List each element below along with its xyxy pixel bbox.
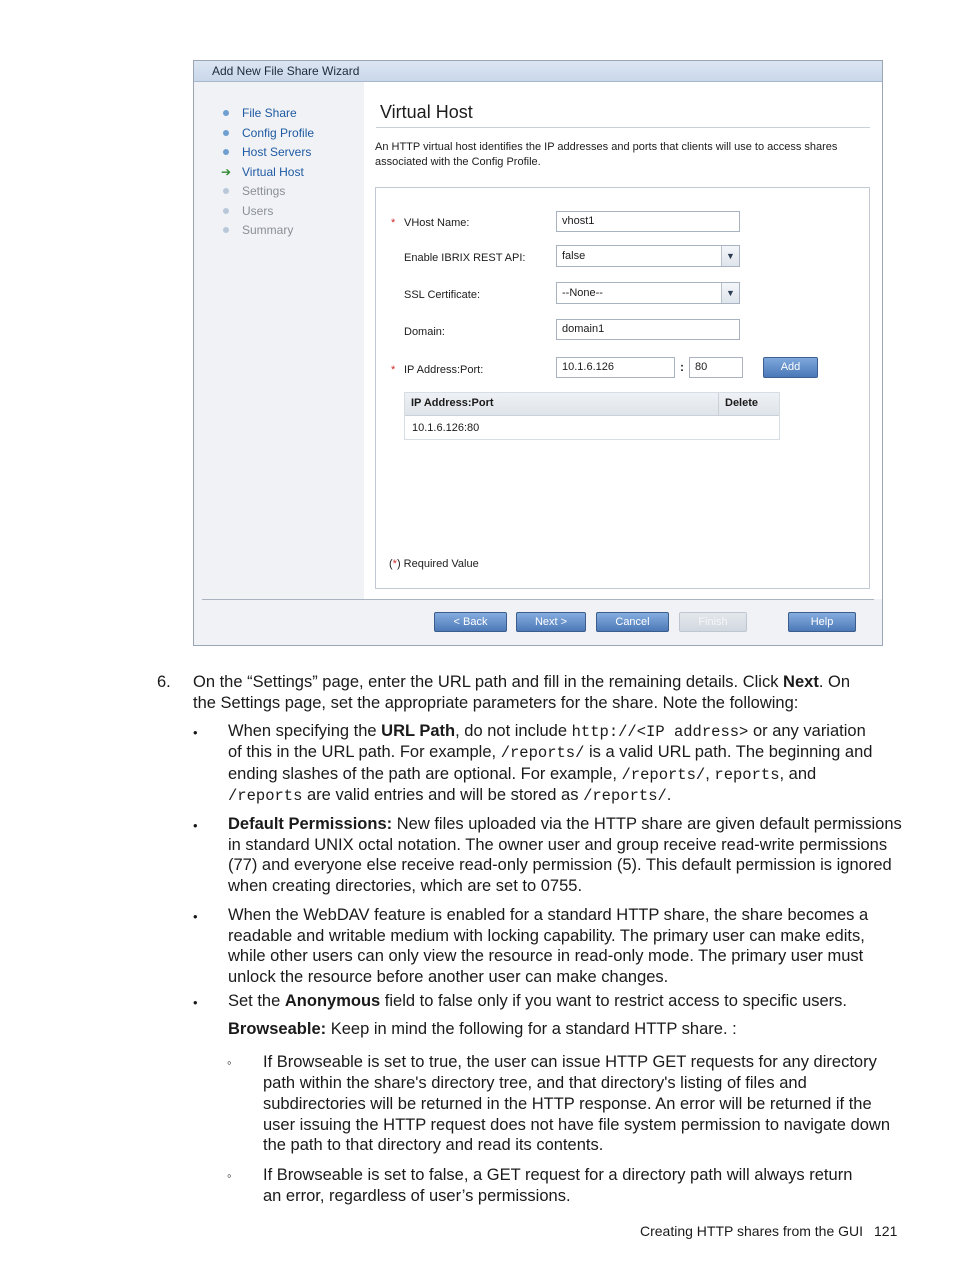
page-footer-title: Creating HTTP shares from the GUI bbox=[640, 1223, 864, 1239]
sub-bullet-2-line-2: an error, regardless of user’s permissions. bbox=[263, 1187, 571, 1205]
grid-cell-ip-port: 10.1.6.126:80 bbox=[412, 422, 480, 434]
bullet-icon: • bbox=[193, 909, 198, 924]
ssl-certificate-selected-value: --None-- bbox=[562, 287, 603, 299]
next-button[interactable]: Next > bbox=[516, 612, 586, 632]
chevron-down-icon[interactable]: ▼ bbox=[721, 283, 739, 303]
sub-bullet-1-line-4: user issuing the HTTP request does not have file system permission to navigate down bbox=[263, 1116, 891, 1134]
bullet-2-line-3: (77) and everyone else receive read-only permission (5). This default permission is ignored bbox=[228, 856, 892, 874]
grid-header bbox=[405, 393, 779, 416]
rest-api-label: Enable IBRIX REST API: bbox=[404, 252, 526, 264]
finish-button: Finish bbox=[679, 612, 747, 632]
bullet-3-line-2: readable and writable medium with locking capability. The primary user can make edits, bbox=[228, 927, 865, 945]
bullet-1-line-2: of this in the URL path. For example, /reports/ is a valid URL path. The beginning and bbox=[228, 743, 873, 762]
grid-header-delete[interactable]: Delete bbox=[725, 397, 759, 409]
grid-header-ip-port[interactable]: IP Address:Port bbox=[411, 397, 494, 409]
sub-bullet-1-line-3: subdirectories will be returned in the HTTP response. An error will be returned if the bbox=[263, 1095, 872, 1113]
ssl-certificate-select[interactable] bbox=[556, 282, 740, 304]
circle-bullet-icon: ◦ bbox=[227, 1168, 232, 1183]
ssl-certificate-label: SSL Certificate: bbox=[404, 289, 481, 301]
sub-bullet-2-line-1: If Browseable is set to false, a GET request for a directory path will always return bbox=[263, 1166, 853, 1184]
page-title: Virtual Host bbox=[380, 102, 473, 122]
page-number: 121 bbox=[874, 1223, 898, 1239]
bullet-dot-icon bbox=[223, 208, 229, 214]
step-number: 6. bbox=[157, 673, 171, 691]
ip-address-grid bbox=[404, 392, 780, 440]
sub-bullet-1-line-2: path within the share's directory tree, and that directory's listing of files and bbox=[263, 1074, 807, 1092]
add-ip-button[interactable]: Add bbox=[763, 357, 818, 378]
circle-bullet-icon: ◦ bbox=[227, 1055, 232, 1070]
back-button[interactable]: < Back bbox=[434, 612, 507, 632]
vhost-name-label: VHost Name: bbox=[404, 217, 470, 229]
table-row[interactable] bbox=[405, 416, 779, 439]
chevron-down-icon[interactable]: ▼ bbox=[721, 246, 739, 266]
current-step-arrow-icon: ➔ bbox=[221, 165, 232, 179]
page-description: An HTTP virtual host identifies the IP addresses and ports that clients will use to access shares associated with the Config Profile. bbox=[375, 141, 838, 168]
wizard-step-nav: File Share Config Profile Host Servers ➔ Virtual Host Settings Users Summary bbox=[194, 82, 364, 599]
sub-bullet-1-line-5: the path to that directory and read its contents. bbox=[263, 1136, 604, 1154]
button-bar-divider bbox=[202, 599, 874, 600]
bullet-3-line-1: When the WebDAV feature is enabled for a standard HTTP share, the share becomes a bbox=[228, 906, 869, 924]
heading-divider bbox=[376, 127, 870, 128]
bullet-4-line-1: Set the Anonymous field to false only if you want to restrict access to specific users. bbox=[228, 992, 847, 1010]
cancel-button[interactable]: Cancel bbox=[596, 612, 669, 632]
domain-input[interactable]: domain1 bbox=[556, 319, 740, 340]
port-input[interactable]: 80 bbox=[689, 357, 743, 378]
ip-port-separator: : bbox=[680, 360, 684, 374]
wizard-title-bar: Add New File Share Wizard bbox=[194, 61, 882, 82]
rest-api-select[interactable] bbox=[556, 245, 740, 267]
bullet-2-line-1: Default Permissions: New files uploaded via the HTTP share are given default permissions bbox=[228, 815, 902, 833]
bullet-dot-icon bbox=[223, 130, 229, 136]
bullet-icon: • bbox=[193, 818, 198, 833]
bullet-3-line-3: while other users can only view the resource in read-only mode. The primary user must bbox=[228, 947, 864, 965]
bullet-1-line-3: ending slashes of the path are optional. For example, /reports/, reports, and bbox=[228, 765, 817, 784]
ip-address-port-label: IP Address:Port: bbox=[404, 364, 484, 376]
required-value-note: (*) Required Value bbox=[389, 558, 479, 570]
browseable-intro: Browseable: Keep in mind the following for a standard HTTP share. : bbox=[228, 1020, 737, 1038]
help-button[interactable]: Help bbox=[788, 612, 856, 632]
required-marker: * bbox=[391, 217, 396, 229]
sub-bullet-1-line-1: If Browseable is set to true, the user can issue HTTP GET requests for any directory bbox=[263, 1053, 877, 1071]
step-line-1: On the “Settings” page, enter the URL path and fill in the remaining details. Click Next. On bbox=[193, 673, 850, 691]
step-line-2: the Settings page, set the appropriate parameters for the share. Note the following: bbox=[193, 694, 799, 712]
bullet-2-line-2: in standard UNIX octal notation. The owner user and group receive read-write permissions bbox=[228, 836, 888, 854]
file-share-wizard-window bbox=[193, 60, 883, 646]
bullet-icon: • bbox=[193, 995, 198, 1010]
grid-column-divider bbox=[718, 393, 719, 415]
vhost-name-input[interactable]: vhost1 bbox=[556, 211, 740, 232]
bullet-1-line-4: /reports are valid entries and will be stored as /reports/. bbox=[228, 786, 672, 805]
domain-label: Domain: bbox=[404, 326, 445, 338]
bullet-dot-icon bbox=[223, 149, 229, 155]
bullet-icon: • bbox=[193, 725, 198, 740]
bullet-3-line-4: unlock the resource before another user can make changes. bbox=[228, 968, 669, 986]
virtual-host-form bbox=[375, 187, 870, 589]
rest-api-selected-value: false bbox=[562, 250, 586, 262]
required-marker: * bbox=[391, 364, 396, 376]
bullet-dot-icon bbox=[223, 110, 229, 116]
ip-address-input[interactable]: 10.1.6.126 bbox=[556, 357, 675, 378]
bullet-dot-icon bbox=[223, 227, 229, 233]
bullet-dot-icon bbox=[223, 188, 229, 194]
bullet-2-line-4: when creating directories, which are set to 0755. bbox=[228, 877, 583, 895]
wizard-content-pane bbox=[364, 82, 882, 599]
bullet-1-line-1: When specifying the URL Path, do not include http://<IP address> or any variation bbox=[228, 722, 866, 741]
